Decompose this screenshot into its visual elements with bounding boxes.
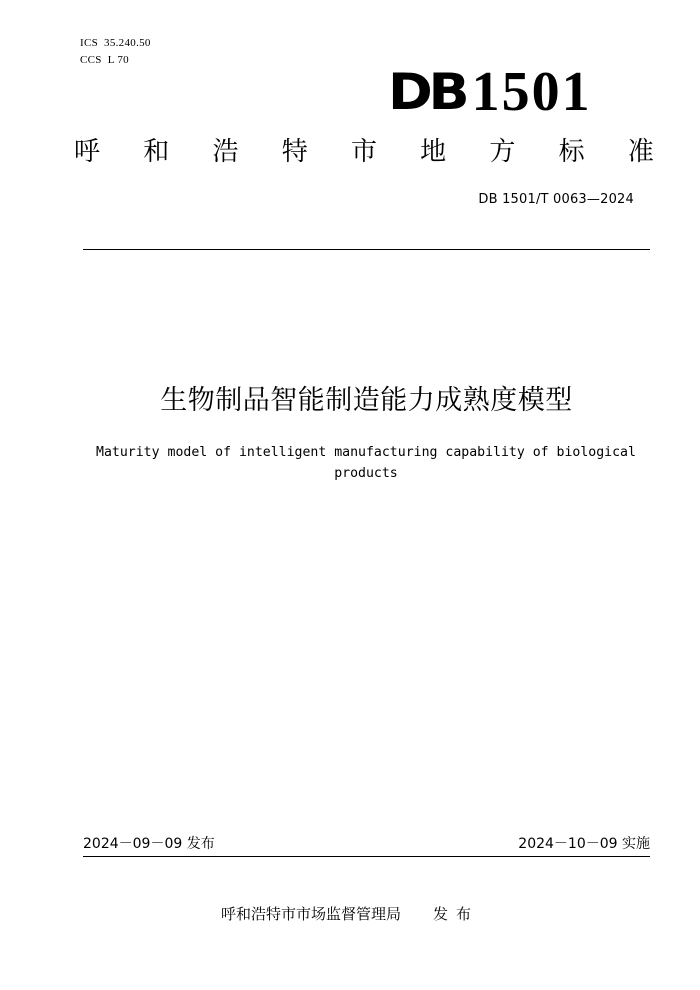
issue-date: 2024－09－09 发布 xyxy=(83,836,215,852)
publisher xyxy=(221,904,479,924)
standard-number: DB 1501/T 0063—2024 xyxy=(478,192,634,207)
standard-type-heading xyxy=(74,136,654,168)
db-logo xyxy=(388,60,592,123)
publish-label: 发布 xyxy=(433,905,480,923)
db-logo-letters: DB xyxy=(388,63,466,121)
standard-type-char: 浩 xyxy=(212,137,239,167)
standard-type-char: 方 xyxy=(489,137,516,167)
top-divider xyxy=(83,249,650,250)
standard-type-char: 市 xyxy=(350,137,377,167)
ics-label: ICS xyxy=(80,37,99,49)
bottom-divider xyxy=(83,856,650,857)
ics-value: 35.240.50 xyxy=(104,37,151,49)
standard-type-char: 呼 xyxy=(74,137,101,167)
publisher-name: 呼和浩特市市场监督管理局 xyxy=(221,905,402,923)
document-title-chinese: 生物制品智能制造能力成熟度模型 xyxy=(160,385,573,416)
ccs-label: CCS xyxy=(80,54,102,66)
implementation-date: 2024－10－09 实施 xyxy=(518,836,650,852)
standard-type-char: 准 xyxy=(627,137,654,167)
standard-type-char: 特 xyxy=(281,137,308,167)
standard-type-char: 标 xyxy=(558,137,585,167)
db-logo-number: 1501 xyxy=(471,61,592,123)
ccs-code xyxy=(80,53,129,67)
standard-type-char: 和 xyxy=(143,137,170,167)
document-title-english: Maturity model of intelligent manufacturing capability of biological products xyxy=(96,445,636,481)
ics-code xyxy=(80,36,151,50)
standard-type-char: 地 xyxy=(420,137,447,167)
ccs-value: L 70 xyxy=(107,54,129,66)
